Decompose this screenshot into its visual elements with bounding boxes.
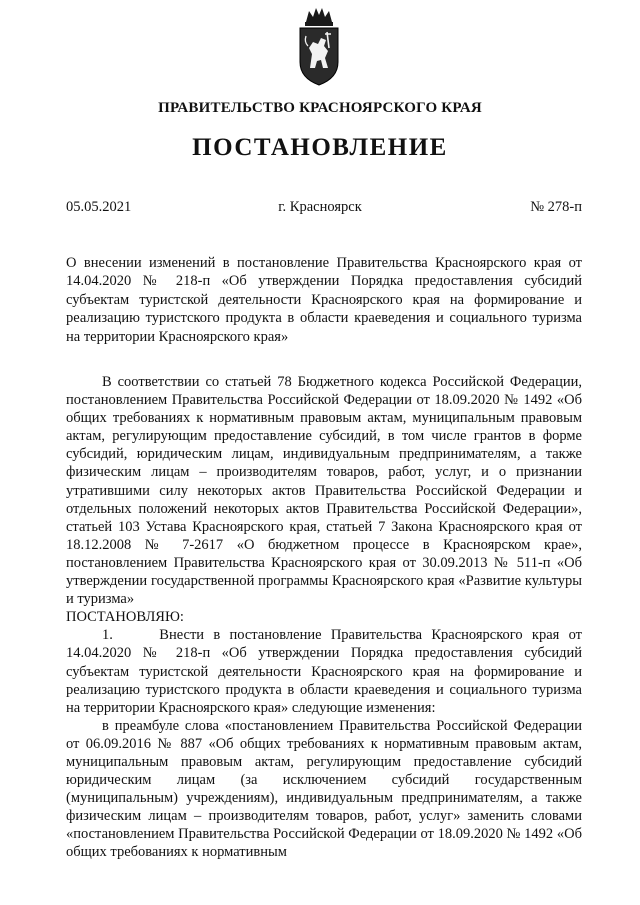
document-body <box>66 373 582 862</box>
document-number: № 278-п <box>530 199 582 215</box>
document-city: г. Красноярск <box>278 199 362 215</box>
resolve-heading: ПОСТАНОВЛЯЮ: <box>66 609 184 626</box>
document-subject: О внесении изменений в постановление Правительства Красноярского края от 14.04.2020 № 218-п «Об утверждении Порядка предоставления субсидий субъектам туристской деятельности Красноярского края на формирование и реализацию туристского продукта в области краеведения и социального туризма на территории Красноярского края» <box>66 255 582 345</box>
document-type-title: ПОСТАНОВЛЕНИЕ <box>192 134 448 161</box>
document-date: 05.05.2021 <box>66 199 132 215</box>
krasnoyarsk-coat-of-arms-icon <box>294 6 344 88</box>
item-1-paragraph: 1. Внести в постановление Правительства Красноярского края от 14.04.2020 № 218-п «Об утверждении Порядка предоставления субсидий субъектам туристской деятельности Красноярского края на формирование и реализацию туристского продукта в области краеведения и социального туризма на территории Красноярского края» следующие изменения: <box>66 627 582 716</box>
item-1-sub-paragraph: в преамбуле слова «постановлением Правительства Российской Федерации от 06.09.2016 № 887 «Об общих требованиях к нормативным правовым актам, муниципальным правовым актам, регулирующим предоставление субсидий юридическим лицам (за исключением субсидий государственным (муниципальным) учреждениям), индивидуальным предпринимателям, а также физическим лицам – производителям товаров, работ, услуг» заменить словами «постановлением Правительства Российской Федерации от 18.09.2020 № 1492 «Об общих требованиях к нормативным <box>66 717 582 861</box>
preamble-paragraph: В соответствии со статьей 78 Бюджетного кодекса Российской Федерации, постановлением Правительства Российской Федерации от 18.09.2020 № 1492 «Об общих требованиях к нормативным правовым актам, муниципальным правовым актам, регулирующим предоставление субсидий, в том числе грантов в форме субсидий, юридическим лицам, индивидуальным предпринимателям, а также физическим лицам – производителям товаров, работ, услуг, и о признании утратившими силу некоторых актов Правительства Российской Федерации и отдельных положений некоторых актов Правительства Российской Федерации», статьей 103 Устава Красноярского края, статьей 7 Закона Красноярского края от 18.12.2008 № 7-2617 «О бюджетном процессе в Красноярском крае», постановлением Правительства Красноярского края от 30.09.2013 № 511-п «Об утверждении государственной программы Красноярского края «Развитие культуры и туризма» <box>66 374 582 608</box>
organization-name: ПРАВИТЕЛЬСТВО КРАСНОЯРСКОГО КРАЯ <box>158 100 482 116</box>
